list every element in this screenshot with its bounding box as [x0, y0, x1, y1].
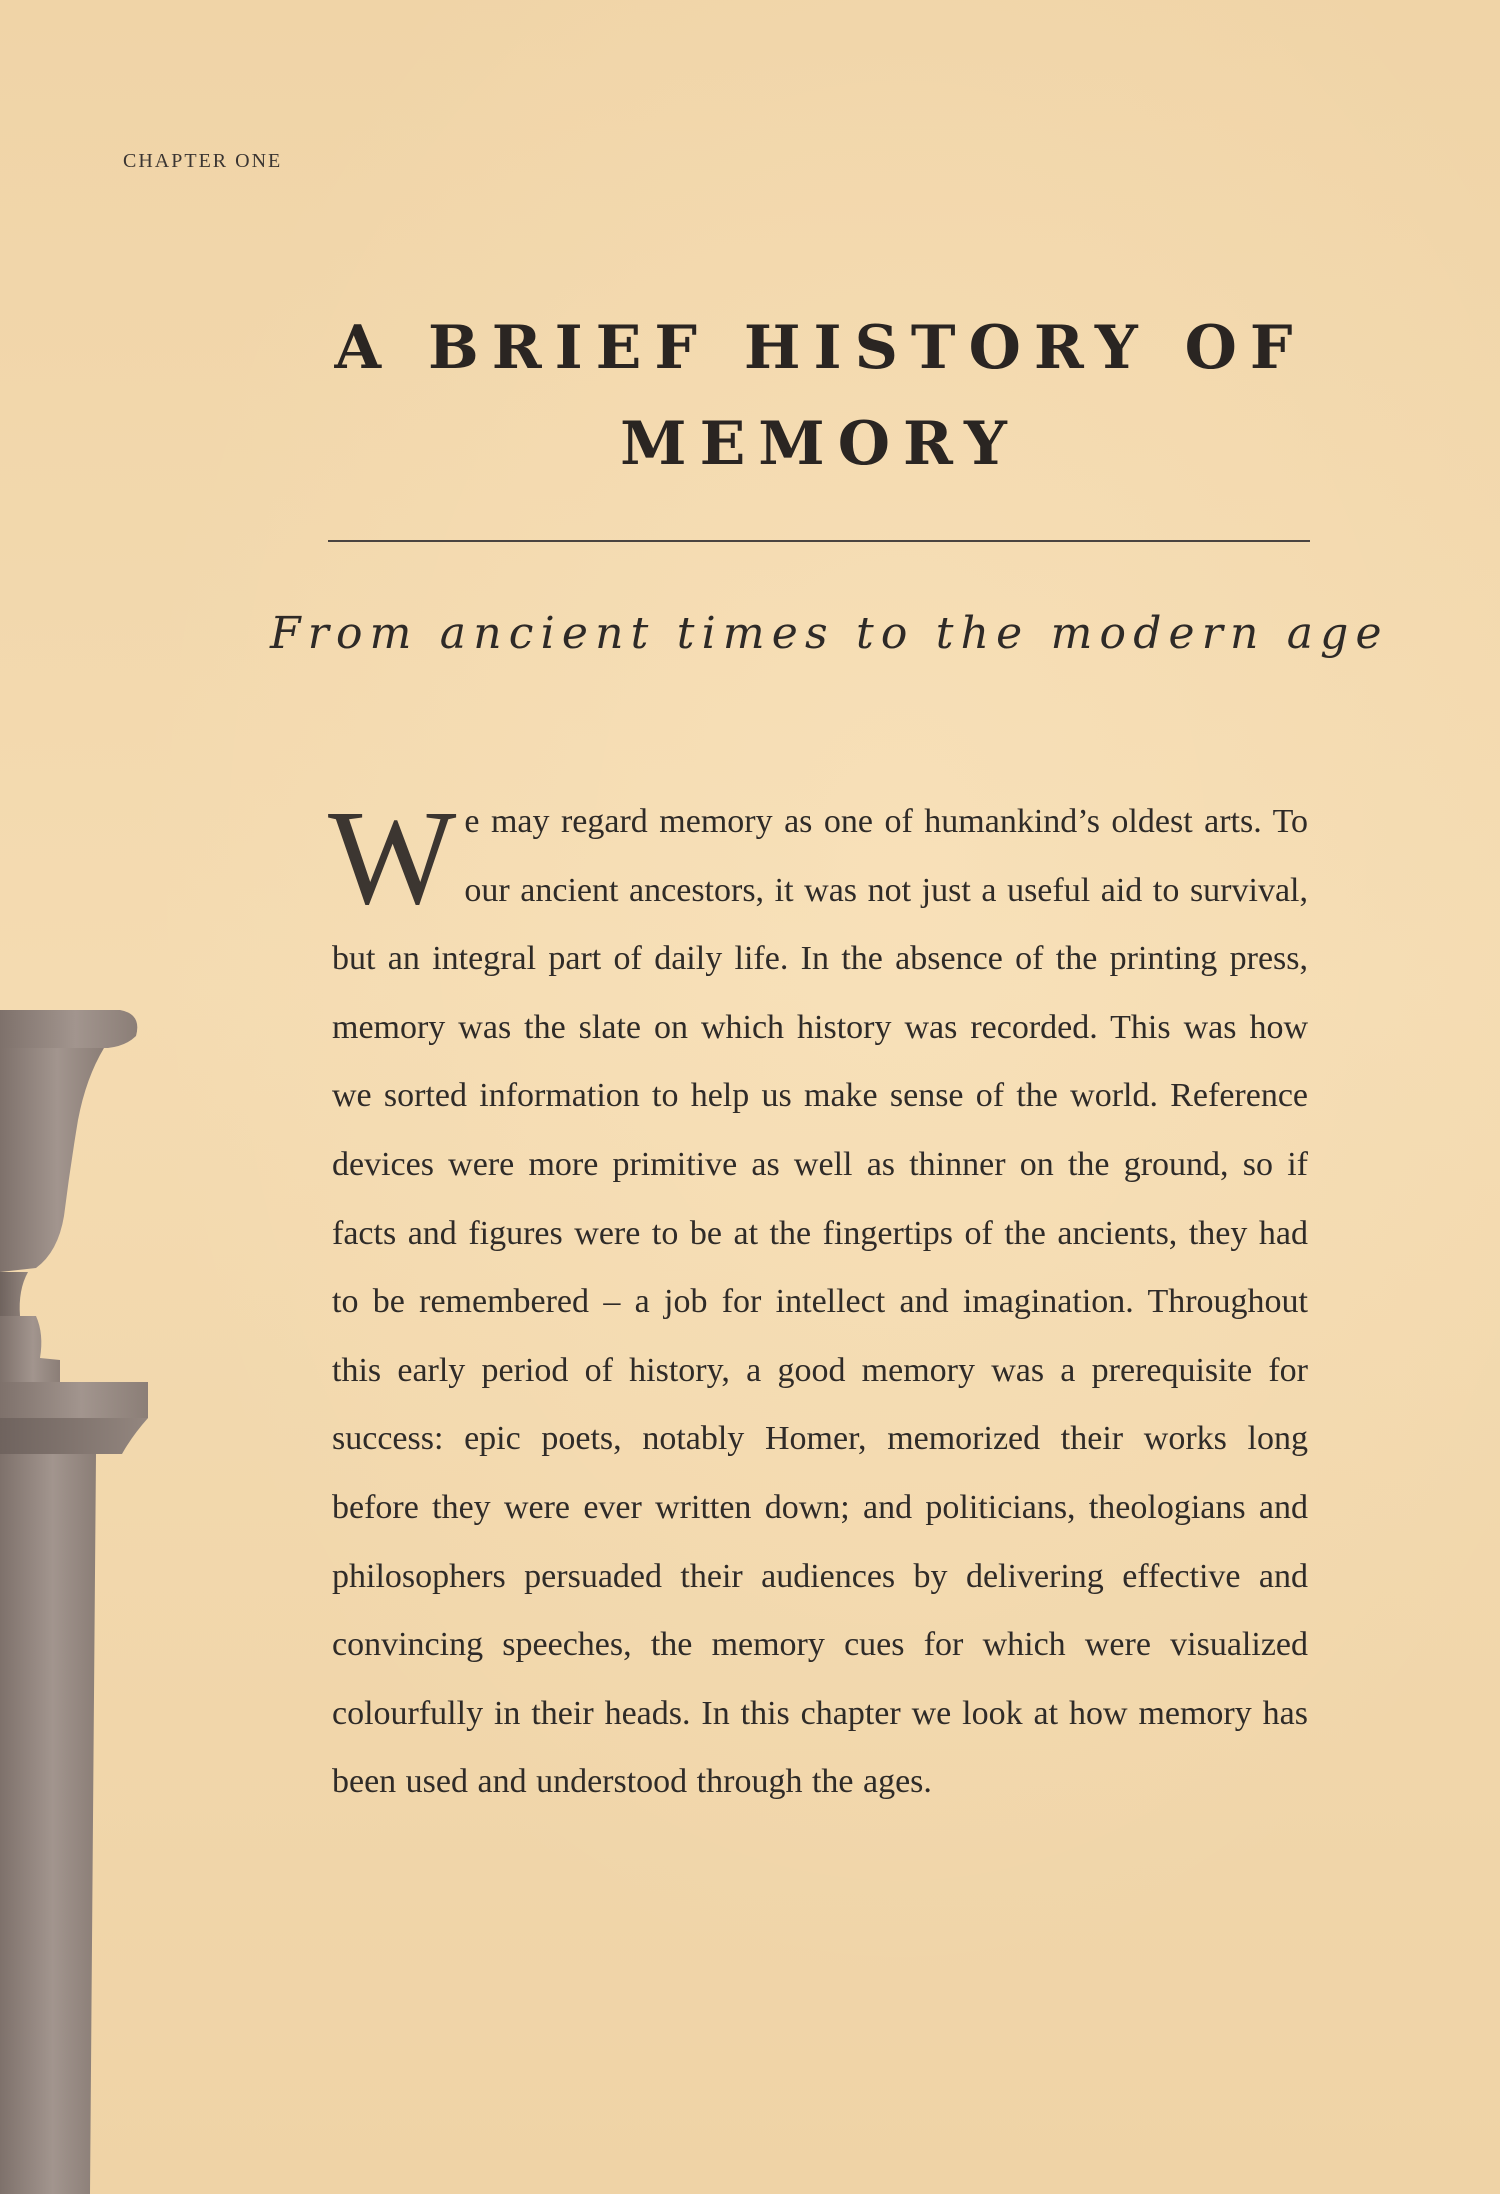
drop-cap: W — [328, 783, 457, 933]
chapter-label: CHAPTER ONE — [123, 150, 283, 172]
chapter-subtitle: From ancient times to the modern age — [270, 608, 1389, 659]
chapter-title: A BRIEF HISTORY OF MEMORY — [334, 313, 1306, 479]
title-divider — [328, 540, 1310, 542]
body-paragraph — [328, 783, 1308, 1817]
stone-column-illustration — [0, 990, 160, 2194]
body-text: e may regard memory as one of humankind’s oldest arts. To our ancient ancestors, it was not just a useful aid to survival, but an integral part of daily life. In the absence of the printing press, memory was the slate on which history was recorded. This was how we sorted information to help us make sense of the world. Reference devices were more primitive as well as thinner on the ground, so if facts and figures were to be at the fingertips of the ancients, they had to be remembered – a job for intellect and imagination. Throughout this early period of history, a good memory was a prerequisite for success: epic poets, notably Homer, memorized their works long before they were ever written down; and politicians, theologians and philosophers persuaded their audiences by delivering effective and convincing speeches, the memory cues for which were visualized colourfully in their heads. In this chapter we look at how memory has been used and understood through the ages. — [332, 803, 1308, 1801]
